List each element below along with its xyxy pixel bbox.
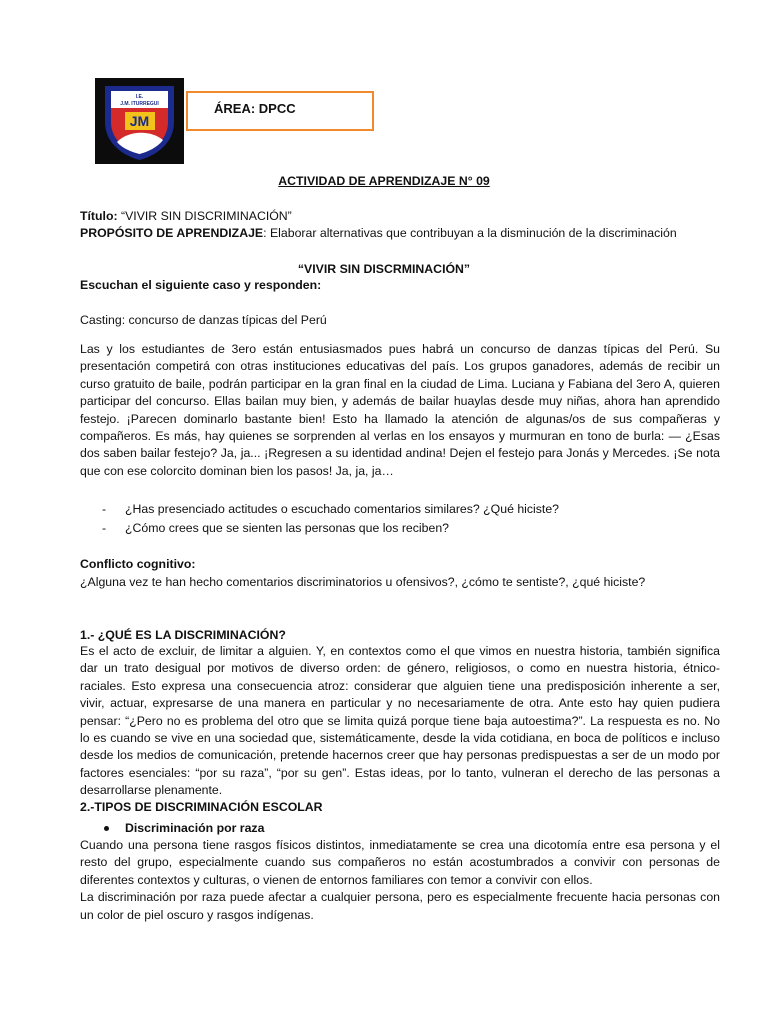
question-item: ¿Cómo crees que se sienten las personas que los reciben? xyxy=(125,521,450,535)
section2-paragraph xyxy=(80,837,720,924)
case-line: participar del concurso. Ellas bailan muy bien, y además de bailar huaylas desde muy niñas, ahora han aprendido xyxy=(80,394,720,409)
school-logo xyxy=(95,78,184,164)
svg-text:JM: JM xyxy=(129,113,150,129)
case-title: Casting: concurso de danzas típicas del Perú xyxy=(80,313,327,327)
section1-line: desde los medios de comunicación, pretende hacernos creer que hay personas predispuestas a ser de un modo por xyxy=(80,748,720,763)
section1-line: lo es cuando se vive en una sociedad que, sistemáticamente, desde la vida cotidiana, en boca de políticos e incluso xyxy=(80,731,720,746)
section2-line: La discriminación por raza puede afectar a cualquier persona, pero es especialmente frecuente hacia personas con xyxy=(80,890,720,905)
dash-icon: - xyxy=(102,502,107,516)
conflict-heading: Conflicto cognitivo: xyxy=(80,557,196,571)
section1-heading: 1.- ¿QUÉ ES LA DISCRIMINACIÓN? xyxy=(80,628,286,642)
case-line: que con ese colorcito dominan bien los pasos! Ja, ja, ja… xyxy=(80,463,394,478)
activity-title: ACTIVIDAD DE APRENDIZAJE N° 09 xyxy=(278,174,490,188)
proposito-label: PROPÓSITO DE APRENDIZAJE xyxy=(80,226,264,240)
conflict-text: ¿Alguna vez te han hecho comentarios discriminatorios u ofensivos?, ¿cómo te sentiste?, ¿qué hiciste? xyxy=(80,575,646,589)
section2-line: resto del grupo, especialmente cuando sus compañeros no están acostumbrados a convivir con personas de xyxy=(80,855,720,870)
titulo-label: Título: xyxy=(80,209,118,223)
section1-line: raciales. Esto expresa una consecuencia atroz: considerar que alguien tiene una predisposición inherente a ser, xyxy=(80,678,720,693)
section2-bullet: Discriminación por raza xyxy=(125,821,265,835)
case-line: compañeros. Es más, hay quienes se sorprenden al verlas en los ensayos y murmuran en tono de burla: — ¿Esas xyxy=(80,429,720,444)
svg-text:I.E.: I.E. xyxy=(135,94,144,100)
proposito-value: : Elaborar alternativas que contribuyan a la disminución de la discriminación xyxy=(263,226,677,240)
titulo-line xyxy=(80,207,292,225)
case-line: Las y los estudiantes de 3ero están entusiasmados pues habrá un concurso de danzas típicas del Perú. Su xyxy=(80,342,720,356)
section2-line: diferentes contextos y culturas, o vienen de entornos familiares con temor a convivir con ellos. xyxy=(80,872,593,887)
svg-text:J.M. ITURREGUI: J.M. ITURREGUI xyxy=(120,101,159,107)
titulo-value: “VIVIR SIN DISCRIMINACIÓN” xyxy=(117,209,292,223)
area-label: ÁREA: DPCC xyxy=(214,101,296,116)
section1-line: vivir, actuar, expresarse de una manera en particular y no necesariamente de otra. Ante esto hay quien pudiera xyxy=(80,696,720,711)
section2-heading: 2.-TIPOS DE DISCRIMINACIÓN ESCOLAR xyxy=(80,800,323,814)
case-paragraph xyxy=(80,341,720,480)
section2-line: Cuando una persona tiene rasgos físicos distintos, inmediatamente se crea una dicotomía entre esa persona y el xyxy=(80,838,720,852)
question-item: ¿Has presenciado actitudes o escuchado comentarios similares? ¿Qué hiciste? xyxy=(125,502,560,516)
section1-line: dar un trato desigual por motivos de diverso orden: de género, religiosos, o como en nuestra historia, étnico- xyxy=(80,661,720,676)
section1-line: Es el acto de excluir, de limitar a alguien. Y, en contextos como el que vimos en nuestra historia, también significa xyxy=(80,644,720,658)
section2-line: un color de piel oscuro y rasgos indígenas. xyxy=(80,907,314,922)
case-line: curso gratuito de baile, podrán participar en la gran final en la ciudad de Lima. Luciana y Fabiana del 3ero A, quieren xyxy=(80,376,720,391)
section1-line: desarrollarse plenamente. xyxy=(80,783,223,798)
instruction: Escuchan el siguiente caso y responden: xyxy=(80,278,322,292)
case-line: presentación competirá con otras instituciones educativas del país. Los grupos ganadores, además de recibir un xyxy=(80,359,720,374)
dash-icon: - xyxy=(102,521,107,535)
bullet-dot-icon xyxy=(104,826,109,831)
case-line: dos saben bailar festejo? Ja, ja... ¡Regresen a su identidad andina! Dejen el festejo para Jonás y Mercedes. ¡Se nota xyxy=(80,446,720,461)
section1-line: pensar: “¿Pero no es problema del otro que se limita quizá porque tiene baja autoestima?”. La respuesta es no. No xyxy=(80,713,720,728)
case-line: festejo. ¡Parecen dominarlo bastante bien! Esto ha llamado la atención de algunas/os de sus compañeras y xyxy=(80,411,720,426)
section-heading: “VIVIR SIN DISCRMINACIÓN” xyxy=(297,262,471,276)
school-shield-icon xyxy=(95,78,184,164)
proposito-line xyxy=(80,224,677,242)
section1-line: factores esenciales: “por su raza”, “por su gen”. Estas ideas, por lo tanto, vulneran el derecho de las personas a xyxy=(80,765,720,780)
section1-paragraph xyxy=(80,643,720,800)
